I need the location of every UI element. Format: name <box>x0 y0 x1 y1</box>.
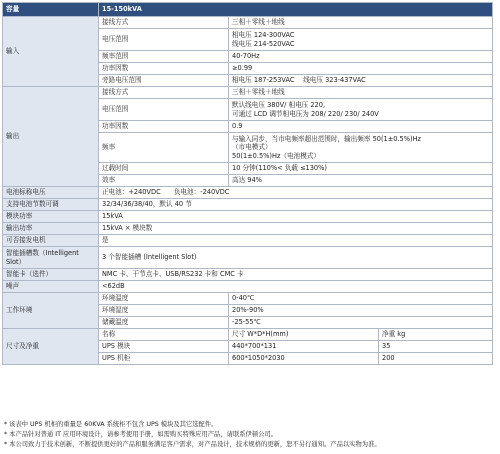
output-pf-value: 0.9 <box>229 121 493 133</box>
noise-value: <62dB <box>99 281 493 293</box>
battery-count-label: 支持电池节数可调 <box>3 199 99 211</box>
header-value: 15-150kVA <box>99 3 493 17</box>
dimensions-row <box>3 329 493 341</box>
output-power-value: 15kVA × 模块数 <box>99 223 493 235</box>
dimensions-category: 尺寸及净重 <box>3 329 99 365</box>
output-overload-value: 10 分钟(110%< 负载 ≤130%) <box>229 163 493 175</box>
dim-module-name: UPS 模块 <box>99 341 229 353</box>
env-storage-label: 储藏温度 <box>99 317 229 329</box>
output-category: 输出 <box>3 87 99 187</box>
environment-category: 工作环境 <box>3 293 99 329</box>
module-power-value: 15kVA <box>99 211 493 223</box>
dim-cabinet-name: UPS 机柜 <box>99 353 229 365</box>
environment-row <box>3 293 493 305</box>
smart-slot-row <box>3 247 493 269</box>
battery-voltage-row <box>3 187 493 199</box>
input-category: 输入 <box>3 17 99 87</box>
output-efficiency-value: 高达 94% <box>229 175 493 187</box>
input-wiring-label: 接线方式 <box>99 17 229 29</box>
generator-value: 是 <box>99 235 493 247</box>
output-voltage-label: 电压范围 <box>99 99 229 121</box>
output-pf-label: 功率因数 <box>99 121 229 133</box>
network-card-label: 智能卡（选件） <box>3 269 99 281</box>
output-row <box>3 87 493 99</box>
module-power-label: 模块功率 <box>3 211 99 223</box>
input-wiring-value: 三相＋零线＋地线 <box>229 17 493 29</box>
noise-label: 噪声 <box>3 281 99 293</box>
footnote: * 本公司致力于技术创新，不断提供更好的产品和服务满足客户需求，对产品设计，技术规格的更新，恕不另行通知。产品以实物为准。 <box>4 441 381 449</box>
footnotes <box>4 420 496 451</box>
footnote: * 本产品针对普通 IT 应用环境设计，请参考使用手册，如需购买特殊应用产品，请联系伊顿公司。 <box>4 431 278 439</box>
battery-count-value: 32/34/36/38/40，默认 40 节 <box>99 199 493 211</box>
input-frequency-value: 40-70Hz <box>229 51 493 63</box>
noise-row <box>3 281 493 293</box>
dim-head-name: 名称 <box>99 329 229 341</box>
input-voltage-label: 电压范围 <box>99 29 229 51</box>
input-row <box>3 17 493 29</box>
output-frequency-label: 频率 <box>99 133 229 163</box>
output-power-label: 输出功率 <box>3 223 99 235</box>
footnote: * 该表中 UPS 机柜的重量是 60KVA 系统柜不包含 UPS 模块及其它选配件。 <box>4 421 218 428</box>
table-header-row <box>3 3 493 17</box>
header-label: 容量 <box>3 3 99 17</box>
network-card-value: NMC 卡、干节点卡、USB/RS232 卡和 CMC 卡 <box>99 269 493 281</box>
output-wiring-label: 接线方式 <box>99 87 229 99</box>
battery-voltage-label: 电池标称电压 <box>3 187 99 199</box>
dim-cabinet-weight: 200 <box>379 353 493 365</box>
generator-label: 可否接发电机 <box>3 235 99 247</box>
dim-module-weight: 35 <box>379 341 493 353</box>
output-overload-label: 过载时间 <box>99 163 229 175</box>
spec-table <box>2 2 493 365</box>
network-card-row <box>3 269 493 281</box>
env-storage-value: -25-55℃ <box>229 317 493 329</box>
input-frequency-label: 频率范围 <box>99 51 229 63</box>
generator-row <box>3 235 493 247</box>
dim-module-size: 440*700*131 <box>229 341 379 353</box>
input-pf-value: ≥0.99 <box>229 63 493 75</box>
env-humidity-label: 环境湿度 <box>99 305 229 317</box>
output-frequency-value: 与输入同步，当市电频率超出范围时，输出频率 50(1±0.5%)Hz （市电模式） 50(1±0.5%)Hz（电池模式） <box>229 133 493 163</box>
smart-slot-label: 智能插槽数（Intelligent Slot） <box>3 247 99 269</box>
input-voltage-value: 相电压 124-300VAC 线电压 214-520VAC <box>229 29 493 51</box>
env-temp-value: 0-40℃ <box>229 293 493 305</box>
smart-slot-value: 3 个智能插槽 (Intelligent Slot) <box>99 247 493 269</box>
output-voltage-value: 默认线电压 380V/ 相电压 220, 可通过 LCD 调节相电压为 208/ 220/ 230/ 240V <box>229 99 493 121</box>
env-humidity-value: 20%-90% <box>229 305 493 317</box>
output-wiring-value: 三相＋零线＋地线 <box>229 87 493 99</box>
module-power-row <box>3 211 493 223</box>
input-bypass-value: 相电压 187-253VAC 线电压 323-437VAC <box>229 75 493 87</box>
input-bypass-label: 旁路电压范围 <box>99 75 229 87</box>
output-efficiency-label: 效率 <box>99 175 229 187</box>
battery-count-row <box>3 199 493 211</box>
env-temp-label: 环境温度 <box>99 293 229 305</box>
dim-head-size: 尺寸 W*D*H(mm) <box>229 329 379 341</box>
input-pf-label: 功率因数 <box>99 63 229 75</box>
output-power-row <box>3 223 493 235</box>
dim-cabinet-size: 600*1050*2030 <box>229 353 379 365</box>
dim-head-weight: 净重 kg <box>379 329 493 341</box>
battery-voltage-value: 正电池：+240VDC 负电池：-240VDC <box>99 187 493 199</box>
